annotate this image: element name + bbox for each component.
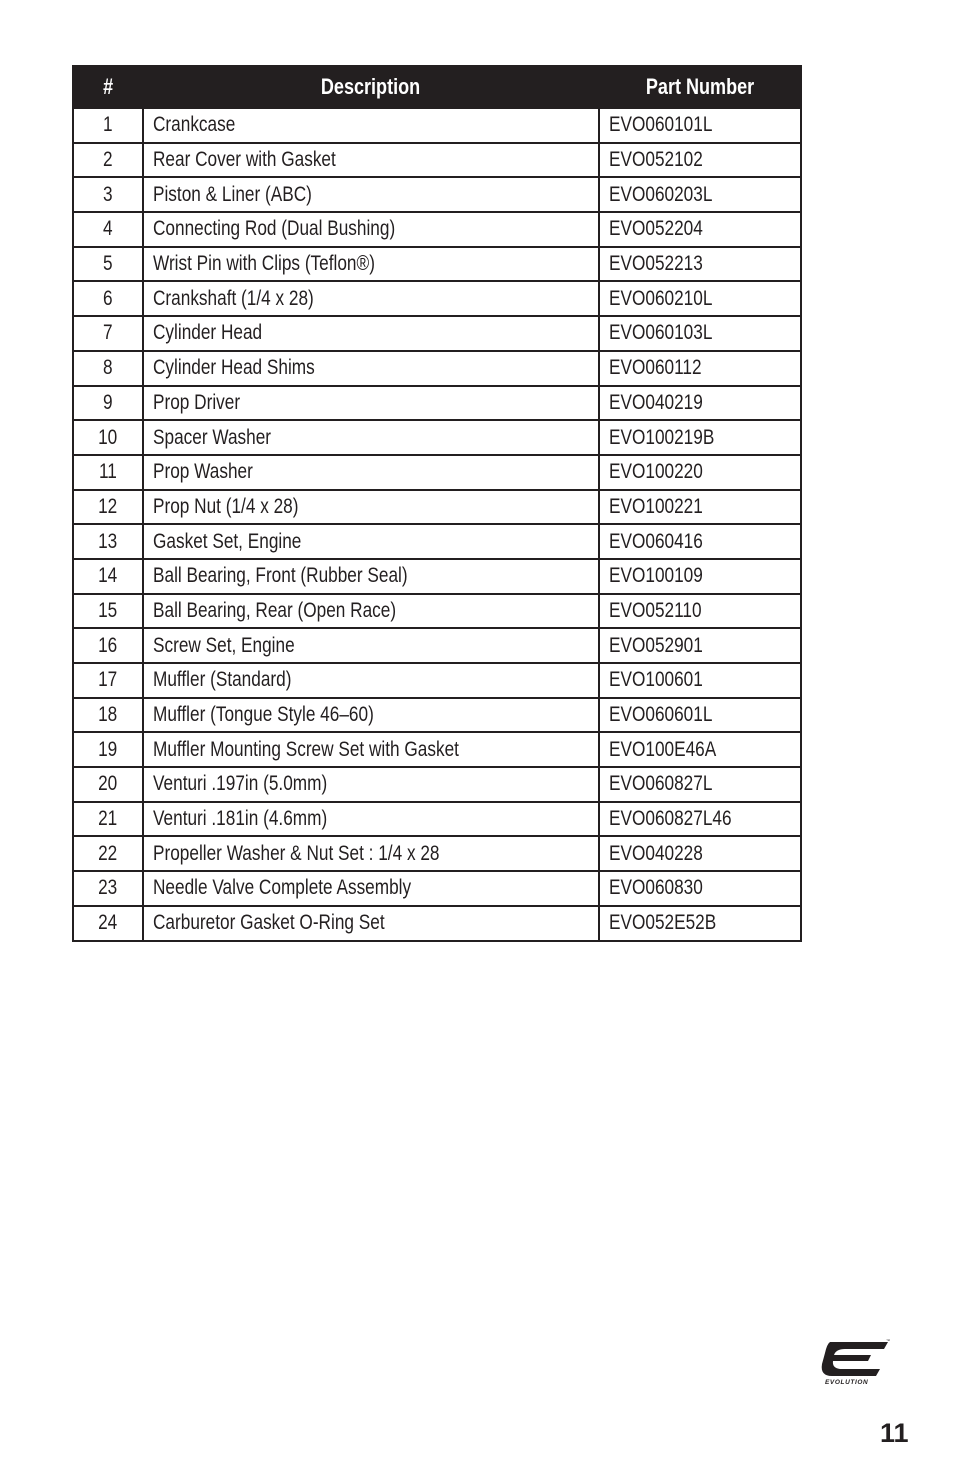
table-row bbox=[73, 490, 801, 525]
row-description: Connecting Rod (Dual Bushing) bbox=[143, 212, 599, 247]
row-description: Wrist Pin with Clips (Teflon®) bbox=[143, 247, 599, 282]
table-row bbox=[73, 767, 801, 802]
table-row bbox=[73, 628, 801, 663]
table-row bbox=[73, 663, 801, 698]
row-number: 22 bbox=[73, 836, 143, 871]
row-number: 3 bbox=[73, 177, 143, 212]
row-part-number: EVO052901 bbox=[599, 628, 801, 663]
row-part-number: EVO052110 bbox=[599, 594, 801, 629]
table-row bbox=[73, 108, 801, 143]
row-number: 7 bbox=[73, 316, 143, 351]
row-description: Ball Bearing, Rear (Open Race) bbox=[143, 594, 599, 629]
row-description: Muffler Mounting Screw Set with Gasket bbox=[143, 732, 599, 767]
row-description: Cylinder Head Shims bbox=[143, 351, 599, 386]
row-part-number: EVO060416 bbox=[599, 524, 801, 559]
row-part-number: EVO060827L46 bbox=[599, 802, 801, 837]
row-number: 14 bbox=[73, 559, 143, 594]
evolution-logo-icon bbox=[818, 1336, 890, 1388]
table-row bbox=[73, 247, 801, 282]
row-part-number: EVO100221 bbox=[599, 490, 801, 525]
row-description: Crankcase bbox=[143, 108, 599, 143]
table-row bbox=[73, 732, 801, 767]
table-row bbox=[73, 177, 801, 212]
row-number: 20 bbox=[73, 767, 143, 802]
row-number: 13 bbox=[73, 524, 143, 559]
table-row bbox=[73, 420, 801, 455]
row-part-number: EVO060101L bbox=[599, 108, 801, 143]
table-row bbox=[73, 906, 801, 941]
row-number: 2 bbox=[73, 143, 143, 178]
row-description: Rear Cover with Gasket bbox=[143, 143, 599, 178]
table-row bbox=[73, 316, 801, 351]
header-description: Description bbox=[143, 66, 599, 108]
row-description: Carburetor Gasket O-Ring Set bbox=[143, 906, 599, 941]
parts-table bbox=[72, 65, 802, 942]
table-row bbox=[73, 386, 801, 421]
row-part-number: EVO040228 bbox=[599, 836, 801, 871]
row-part-number: EVO100109 bbox=[599, 559, 801, 594]
table-row bbox=[73, 455, 801, 490]
row-number: 23 bbox=[73, 871, 143, 906]
row-part-number: EVO060830 bbox=[599, 871, 801, 906]
row-number: 12 bbox=[73, 490, 143, 525]
table-row bbox=[73, 802, 801, 837]
table-row bbox=[73, 143, 801, 178]
row-number: 16 bbox=[73, 628, 143, 663]
row-part-number: EVO100E46A bbox=[599, 732, 801, 767]
row-description: Venturi .181in (4.6mm) bbox=[143, 802, 599, 837]
table-row bbox=[73, 524, 801, 559]
row-part-number: EVO060103L bbox=[599, 316, 801, 351]
row-description: Prop Nut (1/4 x 28) bbox=[143, 490, 599, 525]
trademark-mark: ™ bbox=[886, 1338, 890, 1343]
row-part-number: EVO052213 bbox=[599, 247, 801, 282]
row-description: Cylinder Head bbox=[143, 316, 599, 351]
row-description: Venturi .197in (5.0mm) bbox=[143, 767, 599, 802]
row-description: Gasket Set, Engine bbox=[143, 524, 599, 559]
table-header-row bbox=[73, 66, 801, 108]
row-description: Crankshaft (1/4 x 28) bbox=[143, 281, 599, 316]
row-description: Needle Valve Complete Assembly bbox=[143, 871, 599, 906]
row-description: Ball Bearing, Front (Rubber Seal) bbox=[143, 559, 599, 594]
table-body bbox=[73, 108, 801, 941]
row-description: Muffler (Tongue Style 46–60) bbox=[143, 698, 599, 733]
row-number: 15 bbox=[73, 594, 143, 629]
row-part-number: EVO052102 bbox=[599, 143, 801, 178]
row-part-number: EVO060827L bbox=[599, 767, 801, 802]
row-number: 11 bbox=[73, 455, 143, 490]
row-number: 19 bbox=[73, 732, 143, 767]
row-description: Prop Washer bbox=[143, 455, 599, 490]
table-row bbox=[73, 351, 801, 386]
row-description: Muffler (Standard) bbox=[143, 663, 599, 698]
table-row bbox=[73, 212, 801, 247]
row-part-number: EVO060601L bbox=[599, 698, 801, 733]
table-row bbox=[73, 836, 801, 871]
row-description: Propeller Washer & Nut Set : 1/4 x 28 bbox=[143, 836, 599, 871]
logo-brand-text: EVOLUTION bbox=[825, 1379, 869, 1386]
row-number: 6 bbox=[73, 281, 143, 316]
row-number: 24 bbox=[73, 906, 143, 941]
row-number: 5 bbox=[73, 247, 143, 282]
row-part-number: EVO060210L bbox=[599, 281, 801, 316]
row-part-number: EVO060203L bbox=[599, 177, 801, 212]
row-number: 9 bbox=[73, 386, 143, 421]
row-part-number: EVO040219 bbox=[599, 386, 801, 421]
row-number: 1 bbox=[73, 108, 143, 143]
header-num: # bbox=[73, 66, 143, 108]
row-number: 17 bbox=[73, 663, 143, 698]
row-part-number: EVO052E52B bbox=[599, 906, 801, 941]
page-number: 11 bbox=[880, 1418, 909, 1448]
table-row bbox=[73, 698, 801, 733]
row-part-number: EVO100219B bbox=[599, 420, 801, 455]
row-part-number: EVO100220 bbox=[599, 455, 801, 490]
row-description: Screw Set, Engine bbox=[143, 628, 599, 663]
row-part-number: EVO052204 bbox=[599, 212, 801, 247]
row-part-number: EVO100601 bbox=[599, 663, 801, 698]
row-description: Spacer Washer bbox=[143, 420, 599, 455]
header-part-number: Part Number bbox=[599, 66, 801, 108]
row-number: 18 bbox=[73, 698, 143, 733]
row-number: 10 bbox=[73, 420, 143, 455]
table-row bbox=[73, 594, 801, 629]
row-number: 8 bbox=[73, 351, 143, 386]
row-number: 21 bbox=[73, 802, 143, 837]
row-description: Piston & Liner (ABC) bbox=[143, 177, 599, 212]
row-description: Prop Driver bbox=[143, 386, 599, 421]
table-row bbox=[73, 281, 801, 316]
row-part-number: EVO060112 bbox=[599, 351, 801, 386]
table-row bbox=[73, 559, 801, 594]
row-number: 4 bbox=[73, 212, 143, 247]
table-row bbox=[73, 871, 801, 906]
